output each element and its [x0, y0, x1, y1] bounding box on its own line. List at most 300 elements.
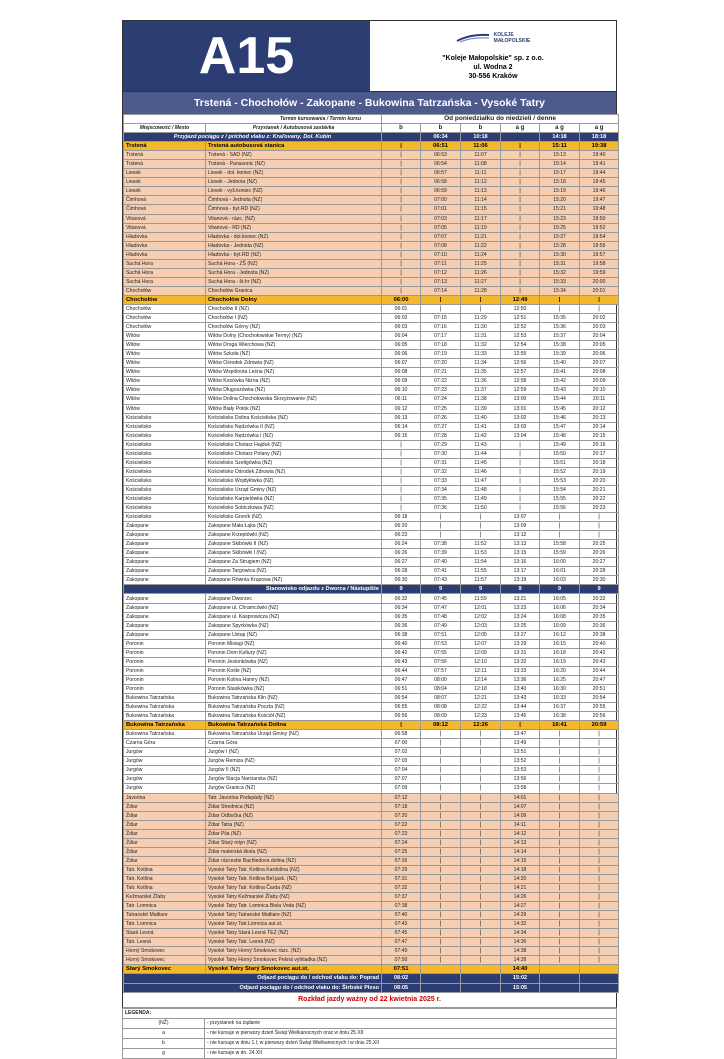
stop-row [124, 314, 619, 323]
time-cell: 12:57 [501, 368, 540, 377]
time-cell: | [382, 476, 421, 485]
time-cell: 11:52 [461, 540, 501, 549]
time-cell: 15:31 [540, 259, 580, 268]
stop-row [124, 277, 619, 286]
time-cell: | [461, 531, 501, 540]
stop-row [124, 648, 619, 657]
place-cell: Liesek [124, 178, 206, 187]
time-cell: 13:56 [501, 775, 540, 784]
time-cell: 20:07 [580, 359, 619, 368]
time-cell: | [461, 838, 501, 847]
time-cell: 14:21 [501, 883, 540, 892]
time-cell: 20:25 [580, 540, 619, 549]
time-cell: 07:47 [382, 938, 421, 947]
stop-row [124, 947, 619, 956]
stop-cell: Ždiar materská škola (NZ) [206, 847, 382, 856]
time-cell [382, 133, 421, 142]
time-cell: 20:43 [580, 657, 619, 666]
time-cell: 07:49 [421, 621, 461, 630]
stop-row [124, 856, 619, 865]
time-cell: 12:49 [501, 295, 540, 304]
time-cell: 15:53 [540, 476, 580, 485]
place-cell: Witów [124, 395, 206, 404]
time-cell: 11:49 [461, 494, 501, 503]
place-cell: Witów [124, 350, 206, 359]
place-cell: Chochołów [124, 323, 206, 332]
stop-cell: Zakopane Równia Krupowa (NZ) [206, 576, 382, 585]
time-cell: 06:40 [382, 639, 421, 648]
stop-row [124, 540, 619, 549]
stop-row [124, 142, 619, 151]
time-cell: 06:47 [382, 675, 421, 684]
time-cell: 11:30 [461, 323, 501, 332]
time-cell: 9 [540, 585, 580, 594]
time-cell: 15:32 [540, 268, 580, 277]
stop-row [124, 295, 619, 304]
time-cell: 20:26 [580, 549, 619, 558]
time-cell: | [580, 766, 619, 775]
time-cell: | [421, 748, 461, 757]
time-cell: | [540, 847, 580, 856]
info-label: Odjazd pociągu do / odchod vlaku do: Štrbské Pleso [124, 983, 382, 992]
time-cell: 15:47 [540, 422, 580, 431]
stop-cell: Kościelisko Wojdyłówka (NZ) [206, 476, 382, 485]
time-cell: 20:22 [580, 494, 619, 503]
time-cell: | [382, 458, 421, 467]
stop-row [124, 169, 619, 178]
time-cell: 11:07 [461, 151, 501, 160]
time-cell: 06:30 [382, 576, 421, 585]
time-cell: | [461, 522, 501, 531]
time-cell: | [580, 304, 619, 313]
time-cell: | [421, 802, 461, 811]
time-cell: 11:45 [461, 458, 501, 467]
stop-cell: Zakopane Targowica (NZ) [206, 567, 382, 576]
time-cell: | [382, 286, 421, 295]
time-cell: 06:10 [382, 386, 421, 395]
time-cell: 13:32 [501, 657, 540, 666]
time-cell: | [540, 793, 580, 802]
time-cell: 19:50 [580, 214, 619, 223]
time-cell: 12:54 [501, 341, 540, 350]
time-cell: 15:28 [540, 241, 580, 250]
time-cell: 11:39 [461, 404, 501, 413]
term-col-5: a g [540, 124, 580, 133]
rail-logo-icon [456, 33, 490, 43]
stop-cell: Poronin Kolina Hamry (NZ) [206, 675, 382, 684]
time-cell: | [461, 865, 501, 874]
stop-cell: Tatr. Javorina Podspády (NZ) [206, 793, 382, 802]
time-cell: | [580, 295, 619, 304]
time-cell: 15:37 [540, 332, 580, 341]
time-cell: | [421, 513, 461, 522]
place-cell: Tatr. Lesná [124, 938, 206, 947]
place-cell: Poronin [124, 639, 206, 648]
time-cell: 15:45 [540, 404, 580, 413]
time-cell: | [580, 829, 619, 838]
time-cell: 12:56 [501, 359, 540, 368]
time-cell: 06:08 [382, 368, 421, 377]
time-cell: 07:29 [382, 865, 421, 874]
place-cell: Kościelisko [124, 458, 206, 467]
time-cell: | [501, 214, 540, 223]
time-cell: 12:22 [461, 703, 501, 712]
time-cell: 13:27 [501, 630, 540, 639]
time-cell: 06:54 [421, 160, 461, 169]
stop-cell: Zakopane ul. Chramcówki (NZ) [206, 603, 382, 612]
stop-row [124, 784, 619, 793]
stop-cell: Chochołów Granica [206, 286, 382, 295]
time-cell: 07:57 [421, 666, 461, 675]
time-cell: | [382, 277, 421, 286]
time-cell: 19:38 [580, 142, 619, 151]
place-cell: Bukowina Tatrzańska [124, 712, 206, 721]
time-cell: | [461, 902, 501, 911]
time-cell: | [540, 829, 580, 838]
time-cell: 11:21 [461, 232, 501, 241]
time-cell: | [382, 250, 421, 259]
time-cell: | [580, 730, 619, 739]
place-cell: Zakopane [124, 594, 206, 603]
time-cell: 20:03 [580, 323, 619, 332]
time-cell: | [421, 522, 461, 531]
time-cell: | [580, 883, 619, 892]
route-number: A15 [123, 21, 370, 91]
time-cell: 13:47 [501, 730, 540, 739]
time-cell: 20:11 [580, 395, 619, 404]
time-cell: | [580, 847, 619, 856]
stop-row [124, 323, 619, 332]
place-cell: Poronin [124, 657, 206, 666]
time-cell: | [501, 151, 540, 160]
time-cell: 06:54 [382, 694, 421, 703]
place-cell: Kościelisko [124, 494, 206, 503]
stop-row [124, 594, 619, 603]
time-cell: | [580, 865, 619, 874]
stop-cell: Zakopane ul. Kasprowicza (NZ) [206, 612, 382, 621]
time-cell: | [501, 458, 540, 467]
stop-cell: Vysoké Tatry Horný Smokovec Pekná vyhliadka (NZ) [206, 956, 382, 965]
time-cell: 19:58 [580, 259, 619, 268]
stop-row [124, 205, 619, 214]
time-cell: 15:55 [540, 494, 580, 503]
time-cell: 20:42 [580, 648, 619, 657]
stop-cell: Vysoké Tatry Horný Smokovec rázc. (NZ) [206, 947, 382, 956]
stop-cell: Kościelisko Nędzówka II (NZ) [206, 422, 382, 431]
time-cell: 20:23 [580, 504, 619, 513]
stop-row [124, 494, 619, 503]
time-cell: 9 [382, 585, 421, 594]
term-col-4: a g [501, 124, 540, 133]
time-cell: | [540, 295, 580, 304]
time-cell: 19:41 [580, 160, 619, 169]
stop-cell: Witów Dolina Chochołowska Skrzyżowanie (NZ) [206, 395, 382, 404]
stop-cell: Zakopane Krzeptówki (NZ) [206, 531, 382, 540]
place-cell: Ždiar [124, 802, 206, 811]
place-cell: Tatr. Kotlina [124, 883, 206, 892]
stop-cell: Vysoké Tatry Tatr. Lomnica Biela Voda (NZ) [206, 902, 382, 911]
stop-row [124, 721, 619, 730]
stop-row [124, 467, 619, 476]
time-cell: | [580, 947, 619, 956]
time-cell: | [461, 820, 501, 829]
time-cell: | [421, 874, 461, 883]
time-cell: 06:05 [382, 341, 421, 350]
time-cell: 11:06 [461, 142, 501, 151]
time-cell: 11:47 [461, 476, 501, 485]
place-cell: Kościelisko [124, 504, 206, 513]
time-cell: 20:19 [580, 467, 619, 476]
place-cell: Ždiar [124, 820, 206, 829]
term-col-6: a g [580, 124, 619, 133]
term-col-3: b [461, 124, 501, 133]
time-cell: 16:12 [540, 630, 580, 639]
legend-desc: - przystanek na żądanie [205, 1018, 617, 1028]
time-cell: 16:20 [540, 666, 580, 675]
time-cell: | [461, 956, 501, 965]
time-cell: 06:24 [382, 540, 421, 549]
place-cell: Bukowina Tatrzańska [124, 703, 206, 712]
time-cell: 15:59 [540, 549, 580, 558]
stop-cell: Kościelisko Szeligówka (NZ) [206, 458, 382, 467]
time-cell: | [501, 467, 540, 476]
time-cell: 14:20 [501, 874, 540, 883]
time-cell: 19:52 [580, 223, 619, 232]
place-cell: Hladovka [124, 241, 206, 250]
time-cell: | [421, 838, 461, 847]
time-cell: 11:33 [461, 350, 501, 359]
legend-desc: - nie kursuje w dniu 1.I, w pierwszy dzień Świąt Wielkanocnych i w dniu 25.XII [205, 1038, 617, 1048]
time-cell: 07:12 [382, 793, 421, 802]
stop-row [124, 874, 619, 883]
time-cell: | [501, 485, 540, 494]
stop-cell: Jurgów Granica (NZ) [206, 784, 382, 793]
time-cell: | [501, 169, 540, 178]
time-cell [501, 133, 540, 142]
time-cell: | [501, 187, 540, 196]
time-cell: 13:53 [501, 766, 540, 775]
time-cell: | [461, 793, 501, 802]
stop-row [124, 902, 619, 911]
stop-row [124, 965, 619, 974]
time-cell: 16:06 [540, 603, 580, 612]
time-cell: 11:59 [461, 594, 501, 603]
time-cell: 13:49 [501, 739, 540, 748]
time-cell: 07:38 [382, 902, 421, 911]
time-cell: 07:26 [382, 856, 421, 865]
time-cell: | [501, 160, 540, 169]
time-cell: | [461, 757, 501, 766]
stop-row [124, 259, 619, 268]
stop-row [124, 712, 619, 721]
stop-row [124, 675, 619, 684]
time-cell: 07:53 [421, 639, 461, 648]
time-cell: | [461, 811, 501, 820]
time-cell: 07:19 [421, 350, 461, 359]
stop-row [124, 404, 619, 413]
stop-cell: Ždiar Odbočka (NZ) [206, 811, 382, 820]
time-cell: | [540, 902, 580, 911]
place-cell: Czarna Góra [124, 739, 206, 748]
time-cell: 08:04 [421, 684, 461, 693]
stop-row [124, 304, 619, 313]
time-cell: | [540, 522, 580, 531]
place-cell: Zakopane [124, 531, 206, 540]
time-cell: 06:00 [382, 295, 421, 304]
place-cell: Witów [124, 377, 206, 386]
place-cell: Jurgów [124, 775, 206, 784]
time-cell: 12:09 [461, 648, 501, 657]
stop-cell: Poronin Stasikówka (NZ) [206, 684, 382, 693]
time-cell: 20:54 [580, 694, 619, 703]
time-cell: 20:28 [580, 567, 619, 576]
time-cell: 12:26 [461, 721, 501, 730]
time-cell: 11:53 [461, 549, 501, 558]
time-cell: | [540, 920, 580, 929]
stop-row [124, 684, 619, 693]
stop-cell: Kościelisko Urząd Gminy (NZ) [206, 485, 382, 494]
stop-row [124, 929, 619, 938]
time-cell: 07:40 [421, 558, 461, 567]
time-cell: 15:23 [540, 214, 580, 223]
stop-cell: Liesek - vyš.koniec (NZ) [206, 187, 382, 196]
time-cell: | [501, 268, 540, 277]
time-cell: 07:07 [382, 775, 421, 784]
time-cell: 14:34 [501, 929, 540, 938]
time-cell: 13:33 [501, 666, 540, 675]
place-cell: Poronin [124, 666, 206, 675]
stop-row [124, 883, 619, 892]
time-cell: 11:55 [461, 567, 501, 576]
time-cell: 07:32 [382, 883, 421, 892]
time-cell: 07:09 [382, 784, 421, 793]
legend-desc: - nie kursuje w dn. 24.XII [205, 1048, 617, 1058]
stop-row [124, 865, 619, 874]
stop-row [124, 748, 619, 757]
time-cell: 11:54 [461, 558, 501, 567]
time-cell: 07:27 [421, 422, 461, 431]
time-cell: 11:35 [461, 368, 501, 377]
stop-cell: Vysoké Tatry Tatr. Kotlina Čarda (NZ) [206, 883, 382, 892]
time-cell: | [540, 893, 580, 902]
time-cell: 15:19 [540, 187, 580, 196]
time-cell: | [461, 911, 501, 920]
stop-cell: Zakopane Mała Łąka (NZ) [206, 522, 382, 531]
time-cell: 07:35 [421, 494, 461, 503]
time-cell: 15:05 [501, 983, 540, 992]
time-cell: 13:52 [501, 757, 540, 766]
timetable [123, 114, 619, 993]
stop-row [124, 431, 619, 440]
time-cell: 07:12 [421, 268, 461, 277]
place-cell: Poronin [124, 675, 206, 684]
time-cell: 06:36 [382, 621, 421, 630]
legend-title: LEGENDA: [123, 1008, 617, 1018]
place-cell: Ždiar [124, 811, 206, 820]
time-cell: | [421, 811, 461, 820]
stop-row [124, 377, 619, 386]
place-cell: Tatr. Lomnica [124, 920, 206, 929]
time-cell: 07:22 [421, 377, 461, 386]
place-cell: Čimhová [124, 196, 206, 205]
info-row [124, 133, 619, 142]
time-cell: 19:40 [580, 151, 619, 160]
time-cell: 15:58 [540, 540, 580, 549]
time-cell: | [382, 178, 421, 187]
time-cell: 11:41 [461, 422, 501, 431]
time-cell: | [421, 730, 461, 739]
time-cell: 12:50 [501, 304, 540, 313]
place-cell: Ždiar [124, 856, 206, 865]
legend-key: a [123, 1028, 205, 1038]
time-cell: 12:10 [461, 657, 501, 666]
time-cell: 11:15 [461, 205, 501, 214]
time-cell [580, 965, 619, 974]
place-cell: Zakopane [124, 549, 206, 558]
time-cell: 15:35 [540, 314, 580, 323]
time-cell: 11:26 [461, 268, 501, 277]
time-cell: | [382, 721, 421, 730]
stop-cell: Kościelisko Chotarz Hajduk (NZ) [206, 440, 382, 449]
time-cell: 14:15 [501, 856, 540, 865]
time-cell: | [540, 513, 580, 522]
stop-row [124, 657, 619, 666]
stop-row [124, 368, 619, 377]
time-cell: 16:00 [540, 558, 580, 567]
stop-row [124, 223, 619, 232]
stop-cell: Witów Wspólnota Leśna (NZ) [206, 368, 382, 377]
time-cell: 13:43 [501, 694, 540, 703]
stop-cell: Chochołów II (NZ) [206, 304, 382, 313]
time-cell: 14:13 [501, 838, 540, 847]
time-cell: 07:02 [382, 748, 421, 757]
info-label: Odjazd pociągu do / odchod vlaku do: Poprad [124, 974, 382, 983]
time-cell: | [540, 757, 580, 766]
time-cell: 15:42 [540, 377, 580, 386]
info-label: Przyjazd pociągu z / príchod vlaku z: Kraľovany, Dol. Kubín [124, 133, 382, 142]
time-cell: 11:34 [461, 359, 501, 368]
time-cell: | [461, 513, 501, 522]
time-cell: 07:23 [382, 829, 421, 838]
time-cell: | [501, 721, 540, 730]
time-cell: 06:23 [382, 531, 421, 540]
stop-row [124, 413, 619, 422]
time-cell: 15:27 [540, 232, 580, 241]
time-cell: | [421, 304, 461, 313]
time-cell: 11:42 [461, 431, 501, 440]
time-cell: | [540, 739, 580, 748]
place-cell: Jurgów [124, 784, 206, 793]
time-cell: | [421, 793, 461, 802]
stop-row [124, 567, 619, 576]
time-cell: 16:05 [540, 594, 580, 603]
time-cell: 07:49 [382, 947, 421, 956]
time-cell: | [461, 784, 501, 793]
time-cell: 11:32 [461, 341, 501, 350]
stop-cell: Czarna Góra [206, 739, 382, 748]
stop-cell: Bukowina Tatrzańska Klin (NZ) [206, 694, 382, 703]
place-cell: Suchá Hora [124, 259, 206, 268]
stop-cell: Witów Dolny (Chochołowskie Termy) (NZ) [206, 332, 382, 341]
place-cell: Liesek [124, 187, 206, 196]
time-cell: | [540, 956, 580, 965]
time-cell: | [540, 938, 580, 947]
time-cell: 14:12 [501, 829, 540, 838]
time-cell: | [461, 947, 501, 956]
stop-cell: Poronin Jesionkówka (NZ) [206, 657, 382, 666]
place-cell: Witów [124, 386, 206, 395]
time-cell: 13:24 [501, 612, 540, 621]
